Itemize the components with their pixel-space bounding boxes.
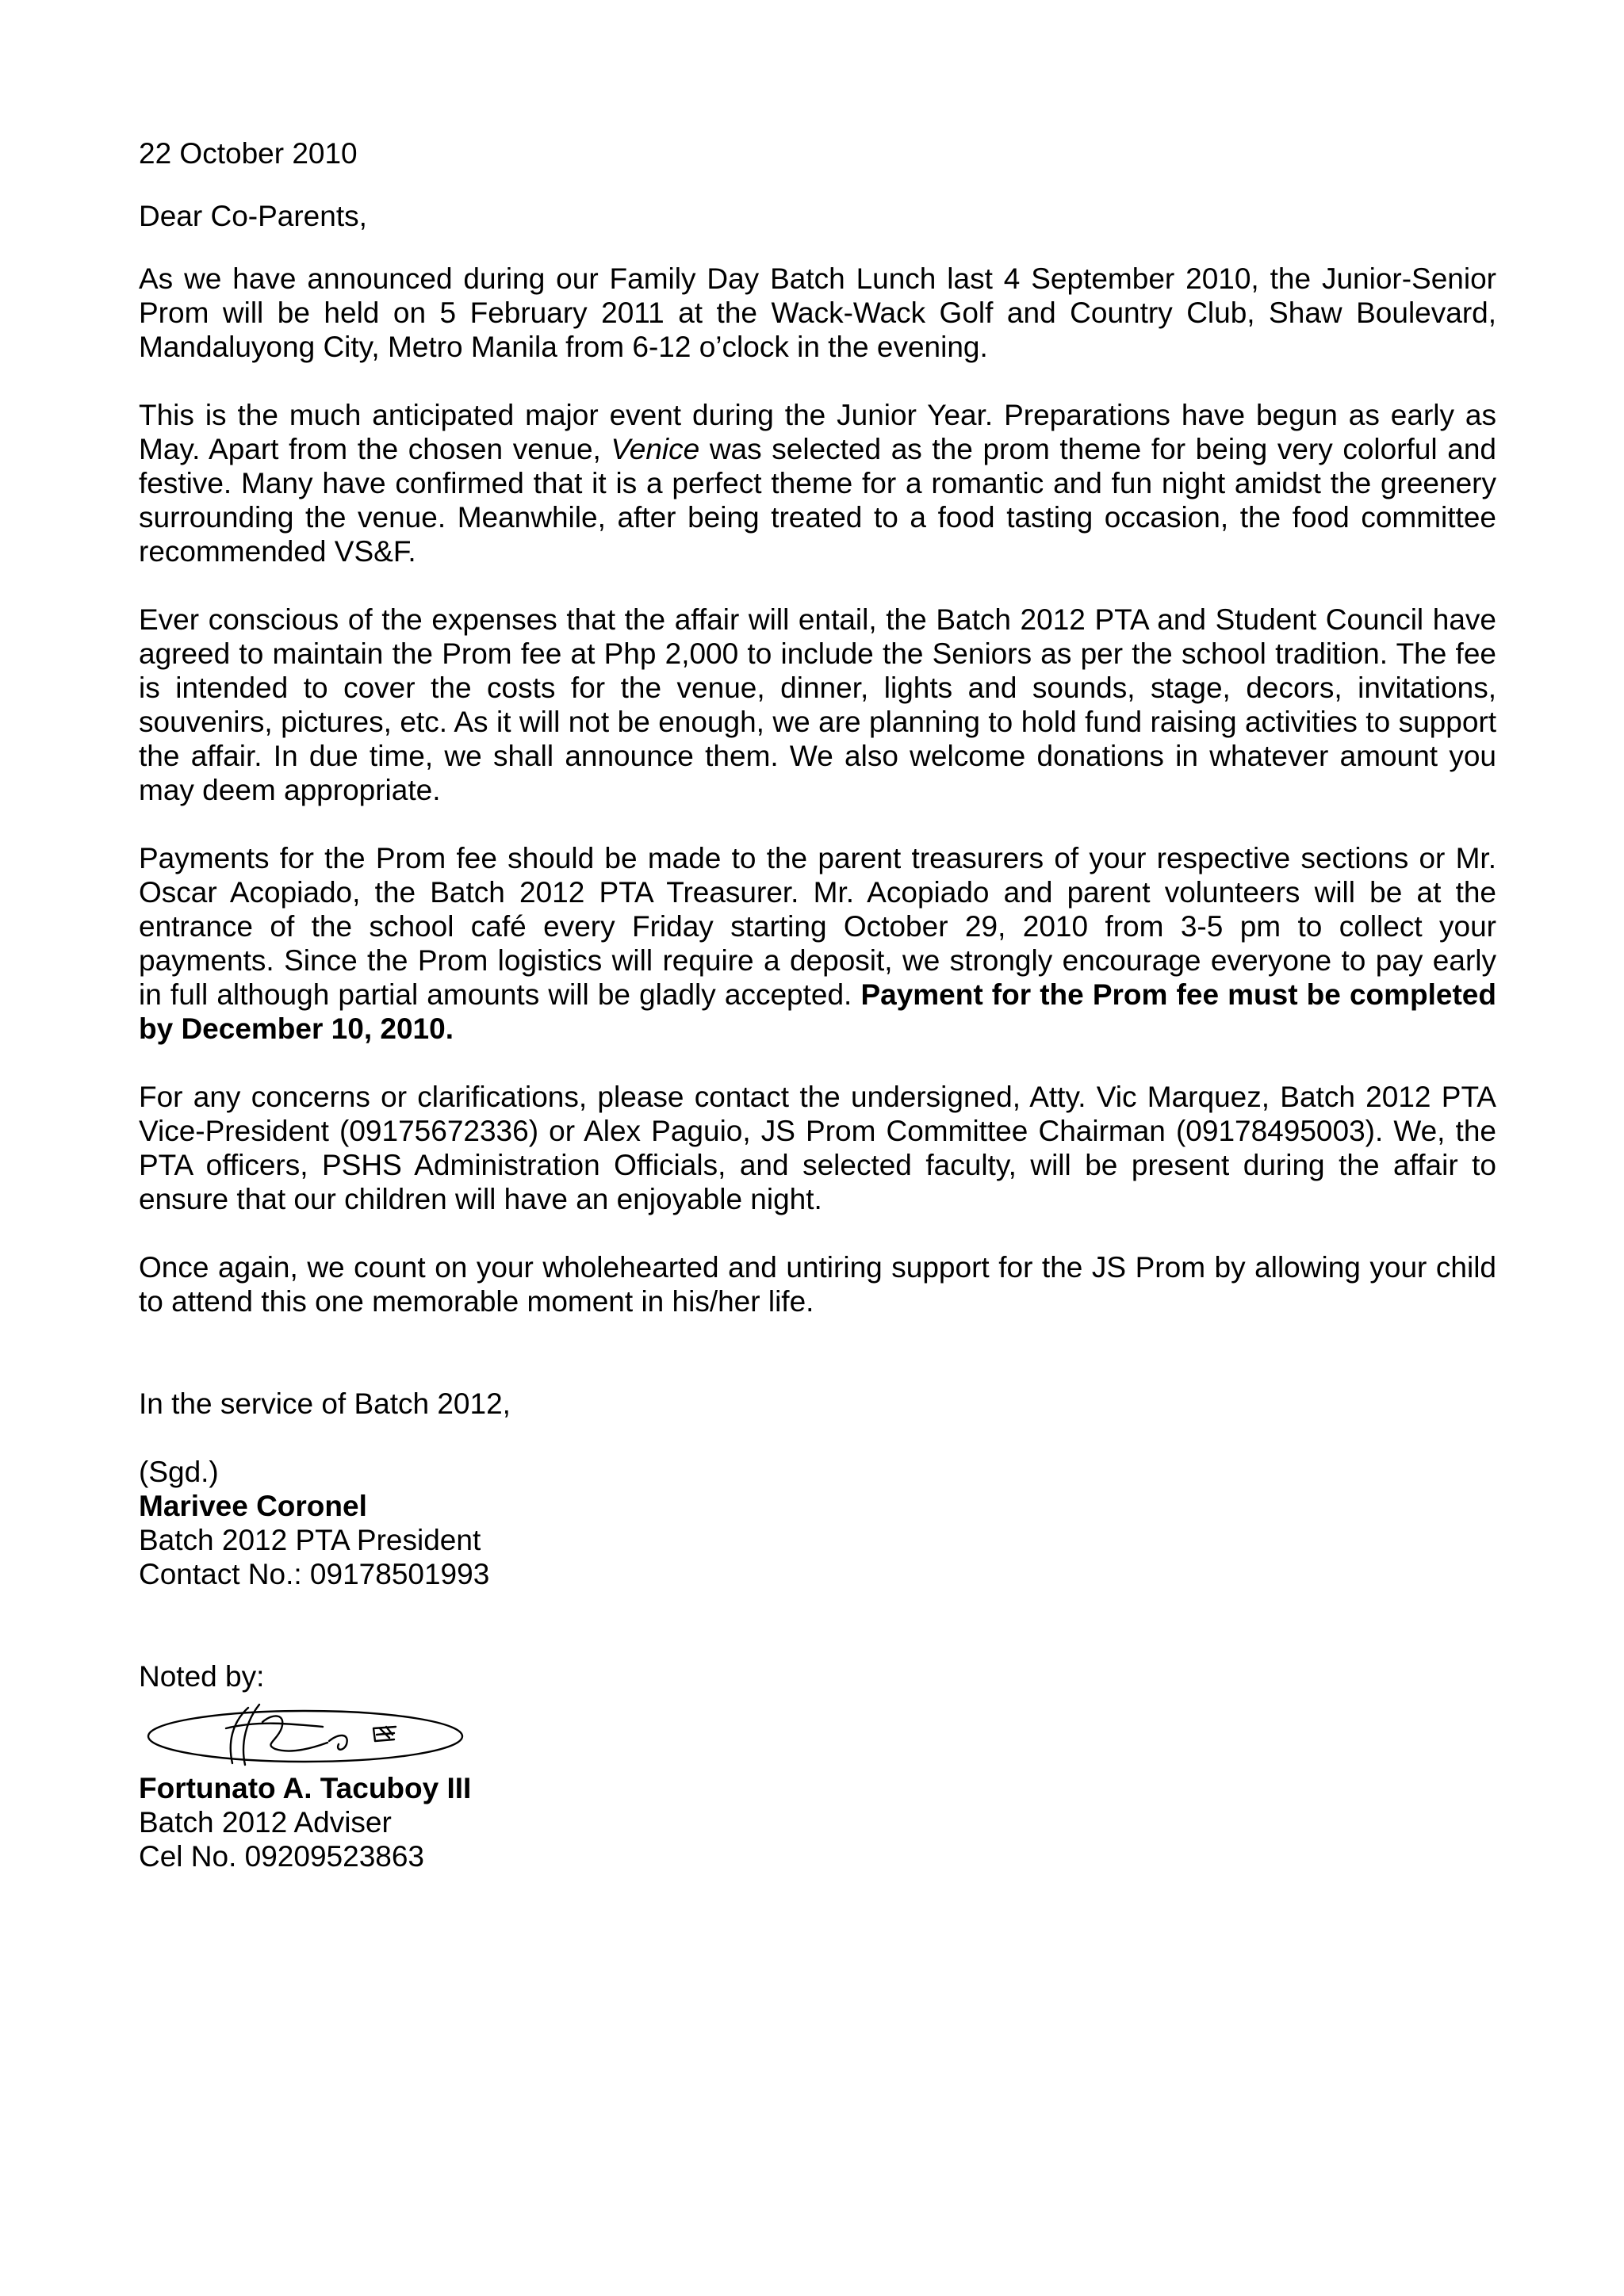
noted-by-label: Noted by: bbox=[139, 1660, 265, 1693]
signature-icon bbox=[139, 1697, 472, 1770]
paragraph-concerns: For any concerns or clarifications, please contact the undersigned, Atty. Vic Marquez, Batch 2012 PTA Vice-President (09175672336) or Alex Paguio, JS Prom Committee Chairman (09178495003). We, the PTA officers, PSHS Administration Officials, and selected faculty, will be present during the affair to ensure that our children will have an enjoyable night. bbox=[139, 1081, 1496, 1215]
paragraph-support: Once again, we count on your wholehearted and untiring support for the JS Prom by allowing your child to attend this one memorable moment in his/her life. bbox=[139, 1251, 1496, 1318]
venice-theme: Venice bbox=[611, 433, 700, 465]
adviser-title: Batch 2012 Adviser bbox=[139, 1806, 392, 1839]
adviser-name: Fortunato A. Tacuboy III bbox=[139, 1772, 472, 1804]
letter-date: 22 October 2010 bbox=[139, 137, 358, 170]
signatory-president bbox=[139, 1455, 1496, 1591]
president-title: Batch 2012 PTA President bbox=[139, 1524, 481, 1556]
handwritten-signature bbox=[139, 1697, 472, 1770]
paragraph-preparations bbox=[139, 398, 1496, 568]
paragraph-payments bbox=[139, 841, 1496, 1046]
paragraph-preparations-text-b: was selected as the prom theme for being very colorful and festive. Many have confirmed that it is a perfect theme for a romantic and fun night amidst the greenery surrounding the venue. Meanwhile, after being treated to a food tasting occasion, the food committee recommended VS&F. bbox=[139, 433, 1496, 568]
paragraph-preparations-text-a: This is the much anticipated major event during the Junior Year. Preparations have begun as early as May. Apart from the chosen venue, bbox=[139, 399, 1496, 465]
president-contact: Contact No.: 09178501993 bbox=[139, 1558, 490, 1590]
closing-line: In the service of Batch 2012, bbox=[139, 1387, 511, 1420]
salutation: Dear Co-Parents, bbox=[139, 200, 367, 232]
paragraph-announcement: As we have announced during our Family Day Batch Lunch last 4 September 2010, the Junior-Senior Prom will be held on 5 February 2011 at the Wack-Wack Golf and Country Club, Shaw Boulevard, Mandaluyong City, Metro Manila from 6-12 o’clock in the evening. bbox=[139, 262, 1496, 363]
adviser-contact: Cel No. 09209523863 bbox=[139, 1840, 425, 1873]
paragraph-expenses: Ever conscious of the expenses that the affair will entail, the Batch 2012 PTA and Student Council have agreed to maintain the Prom fee at Php 2,000 to include the Seniors as per the school tradition. The fee is intended to cover the costs for the venue, dinner, lights and sounds, stage, decors, invitations, souvenirs, pictures, etc. As it will not be enough, we are planning to hold fund raising activities to support the affair. In due time, we shall announce them. We also welcome donations in whatever amount you may deem appropriate. bbox=[139, 603, 1496, 806]
payment-deadline: Payment for the Prom fee must be completed by December 10, 2010. bbox=[139, 978, 1496, 1045]
president-name: Marivee Coronel bbox=[139, 1490, 367, 1522]
signatory-adviser bbox=[139, 1659, 1496, 1873]
paragraph-payments-text: Payments for the Prom fee should be made to the parent treasurers of your respective sections or Mr. Oscar Acopiado, the Batch 2012 PTA Treasurer. Mr. Acopiado and parent volunteers will be at the entrance of the school café every Friday starting October 29, 2010 from 3-5 pm to collect your payments. Since the Prom logistics will require a deposit, we strongly encourage everyone to pay early in full although partial amounts will be gladly accepted. bbox=[139, 842, 1496, 1011]
letter-page bbox=[139, 136, 1496, 1873]
sgd-mark: (Sgd.) bbox=[139, 1456, 219, 1488]
